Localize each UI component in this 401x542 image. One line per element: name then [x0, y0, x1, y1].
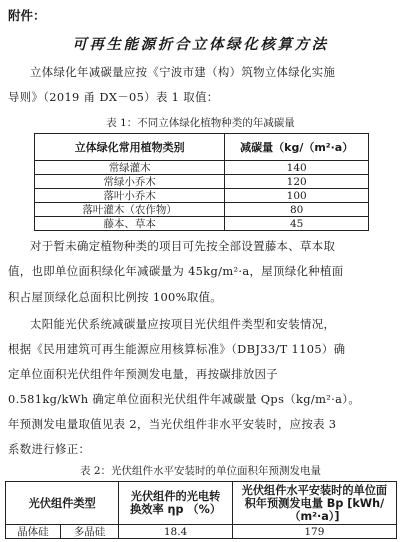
paragraph-line: 值，也即单位面积绿化年减碳量为 45kg/m²·a，屋顶绿化种植面 [8, 264, 344, 278]
table-cell: 常绿灌木 [35, 161, 225, 175]
table-cell: 多晶硅 [60, 525, 119, 539]
paragraph-line: 太阳能光伏系统减碳量应按项目光伏组件类型和安装情况， [30, 317, 336, 331]
table-header: 光伏组件水平安装时的单位面积年预测发电量 Bp [kWh/（m²·a）] [232, 482, 396, 525]
paragraph-line: 0.581kg/kWh 确定单位面积光伏组件年减碳量 Qps（kg/m²·a）。 [8, 392, 361, 406]
table-cell: 120 [225, 175, 369, 189]
table-cell: 落叶小乔木 [35, 189, 225, 203]
paragraph-line: 根据《民用建筑可再生能源应用核算标准》（DBJ33/T 1105）确 [8, 342, 346, 356]
table-cell: 100 [225, 189, 369, 203]
paragraph-line: 年预测发电量取值见表 2，当光伏组件非水平安装时，应按表 3 [8, 417, 337, 431]
table-header: 光伏组件的光电转换效率 ηp （%） [119, 482, 232, 525]
table2 [5, 481, 397, 539]
table1-caption: 表 1：不同立体绿化植物种类的年减碳量 [106, 117, 295, 129]
table-row [35, 203, 369, 217]
table-cell: 45 [225, 217, 369, 231]
table-header-row [35, 134, 369, 161]
paragraph-line: 系数进行修正： [8, 442, 91, 456]
table-cell: 常绿小乔木 [35, 175, 225, 189]
table-cell: 179 [232, 525, 396, 539]
table-row [35, 189, 369, 203]
paragraph-line: 积占屋顶绿化总面积比例按 100%取值。 [8, 290, 223, 304]
paragraph-line: 对于暂未确定植物种类的项目可先按全部设置藤本、草本取 [30, 239, 336, 253]
table-row [35, 217, 369, 231]
table-cell: 晶体硅 [6, 525, 61, 539]
paragraph-line: 导则》（2019 甬 DX－05）表 1 取值： [8, 90, 219, 104]
table-cell: 140 [225, 161, 369, 175]
document-title: 可再生能源折合立体绿化核算方法 [72, 36, 329, 53]
table-row [35, 161, 369, 175]
table-header: 减碳量（kg/（m²·a） [225, 134, 369, 161]
table-header-row [6, 482, 397, 525]
table-row [6, 525, 397, 539]
table2-caption: 表 2：光伏组件水平安装时的单位面积年预测发电量 [79, 465, 322, 477]
paragraph-line: 立体绿化年减碳量应按《宁波市建（构）筑物立体绿化实施 [30, 65, 336, 79]
table-cell: 80 [225, 203, 369, 217]
annex-label: 附件： [8, 8, 46, 23]
table-cell: 落叶灌木（农作物） [35, 203, 225, 217]
table-row [35, 175, 369, 189]
table1 [34, 133, 369, 231]
paragraph-line: 定单位面积光伏组件年预测发电量，再按碳排放因子 [8, 367, 279, 381]
table-cell: 藤本、草本 [35, 217, 225, 231]
table-header: 立体绿化常用植物类别 [35, 134, 225, 161]
table-cell: 18.4 [119, 525, 232, 539]
table-header: 光伏组件类型 [6, 482, 119, 525]
